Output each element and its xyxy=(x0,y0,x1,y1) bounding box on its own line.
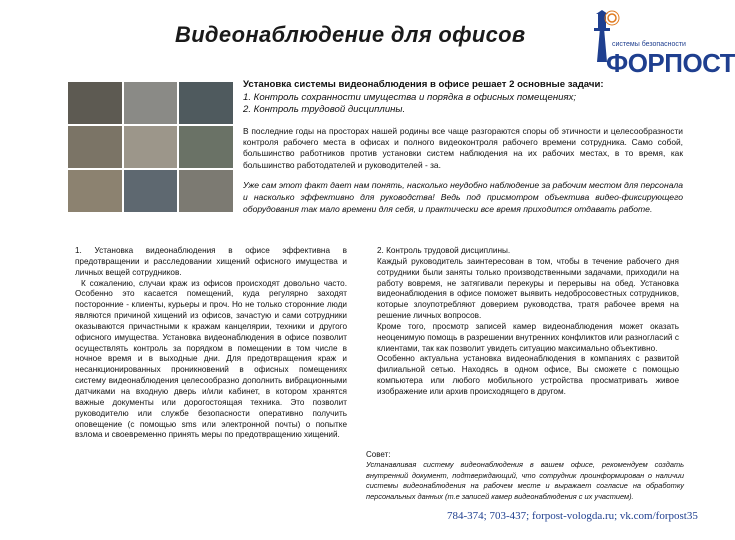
right-column-text-1: Каждый руководитель заинтересован в том, чтобы в течение рабочего дня сотрудники были заняты только производственными задачами, приходили на работу вовремя, не затягивали перекуры и перерывы на обед. Установка видеонаблюдения в офисе поможет выявить недобросовестных сотрудников, которые злоупотребляют доверием руководства, тратя рабочее время на решение личных вопросов. xyxy=(377,256,679,321)
intro-block xyxy=(243,79,683,117)
intro-task-1: 1. Контроль сохранности имущества и порядка в офисных помещениях; xyxy=(243,91,577,103)
intro-task-2: 2. Контроль трудовой дисциплины. xyxy=(243,104,406,115)
right-column-heading: 2. Контроль трудовой дисциплины. xyxy=(377,246,511,255)
office-photo xyxy=(124,170,178,212)
paragraph-debate: В последние годы на просторах нашей родины все чаще разгораются споры об этичности и целесообразности контроля рабочего места в офисах и полного видеоконтроля рабочего времени сотрудника. Само собой, большинство работников против установки систем наблюдения на их рабочих местах, в то время, как большинство работодателей и руководителей - за. xyxy=(243,126,683,170)
logo-tagline: системы безопасности xyxy=(612,41,686,48)
office-photo xyxy=(68,170,122,212)
office-photo-collage xyxy=(68,82,233,212)
intro-heading: Установка системы видеонаблюдения в офисе решает 2 основные задачи: xyxy=(243,79,604,90)
advice-text: Устанавливая систему видеонаблюдения в вашем офисе, рекомендуем создать внутренний документ, подтверждающий, что сотрудник проинформирован о наличии системы видеонаблюдения на рабочем месте и выражает согласие на обработку персональных данных (т.е записей камер видеонаблюдения с их участием). xyxy=(366,460,684,501)
left-column-text: К сожалению, случаи краж из офисов происходят довольно часто. Особенно это касается помещений, куда регулярно заходят посторонние - клиенты, курьеры и проч. Но не только сторонние люди являются причиной хищений из офисов, зачастую и сами сотрудники оказываются причастными к кражам канцелярии, техники и другого офисного имущества. Установка видеонаблюдения в офисе позволит осуществлять контроль за порядком в помещении в том числе в ночное время и в выходные дни. Для предотвращения краж и несанкционированных проникновений в офисных помещениях систему видеонаблюдения целесообразно дополнить вибрационными датчиками на входную дверь и/или кабинет, в котором хранятся важные документы или дорогостоящая техника. Это позволит руководителю или службе безопасности оперативно получить оповещение (с помощью sms или электронной почты) о попытке взлома и своевременно принять меры по предотвращению хищений. xyxy=(75,278,347,440)
office-photo xyxy=(179,126,233,168)
right-column xyxy=(377,246,679,398)
office-photo xyxy=(68,126,122,168)
logo-name: ФОРПОСТ xyxy=(606,48,735,78)
left-column-heading: 1. Установка видеонаблюдения в офисе эффективна в предотвращении и расследовании хищений офисного имущества и личных вещей сотрудников. xyxy=(75,246,347,277)
office-photo xyxy=(124,126,178,168)
office-photo xyxy=(124,82,178,124)
forpost-logo xyxy=(584,10,735,78)
advice-label: Совет: xyxy=(366,450,391,459)
left-column xyxy=(75,246,347,441)
paragraph-effectiveness: Уже сам этот факт дает нам понять, насколько неудобно наблюдение за рабочим местом для персонала и насколько эффективно для руководства! Ведь под присмотром объектива видео-фиксирующего оборудования так мало времени для себя, и практически все время приходится отдавать работе. xyxy=(243,180,683,214)
page-title: Видеонаблюдение для офисов xyxy=(175,22,526,47)
office-photo xyxy=(179,170,233,212)
footer-contacts: 784-374; 703-437; forpost-vologda.ru; vk.com/forpost35 xyxy=(447,510,698,522)
office-photo xyxy=(179,82,233,124)
office-photo xyxy=(68,82,122,124)
right-column-text-3: Особенно актуальна установка видеонаблюдения в компаниях с развитой филиальной сетью. Находясь в одном офисе, Вы сможете с помощью компьютера или любого мобильного устройства просматривать живое изображение или архив происходящего в другом. xyxy=(377,354,679,396)
right-column-text-2: Кроме того, просмотр записей камер видеонаблюдения может оказать неоценимую помощь в разрешении внутренних конфликтов или разногласий с клиентами, так как позволит увидеть ситуацию максимально объективно. xyxy=(377,321,679,353)
